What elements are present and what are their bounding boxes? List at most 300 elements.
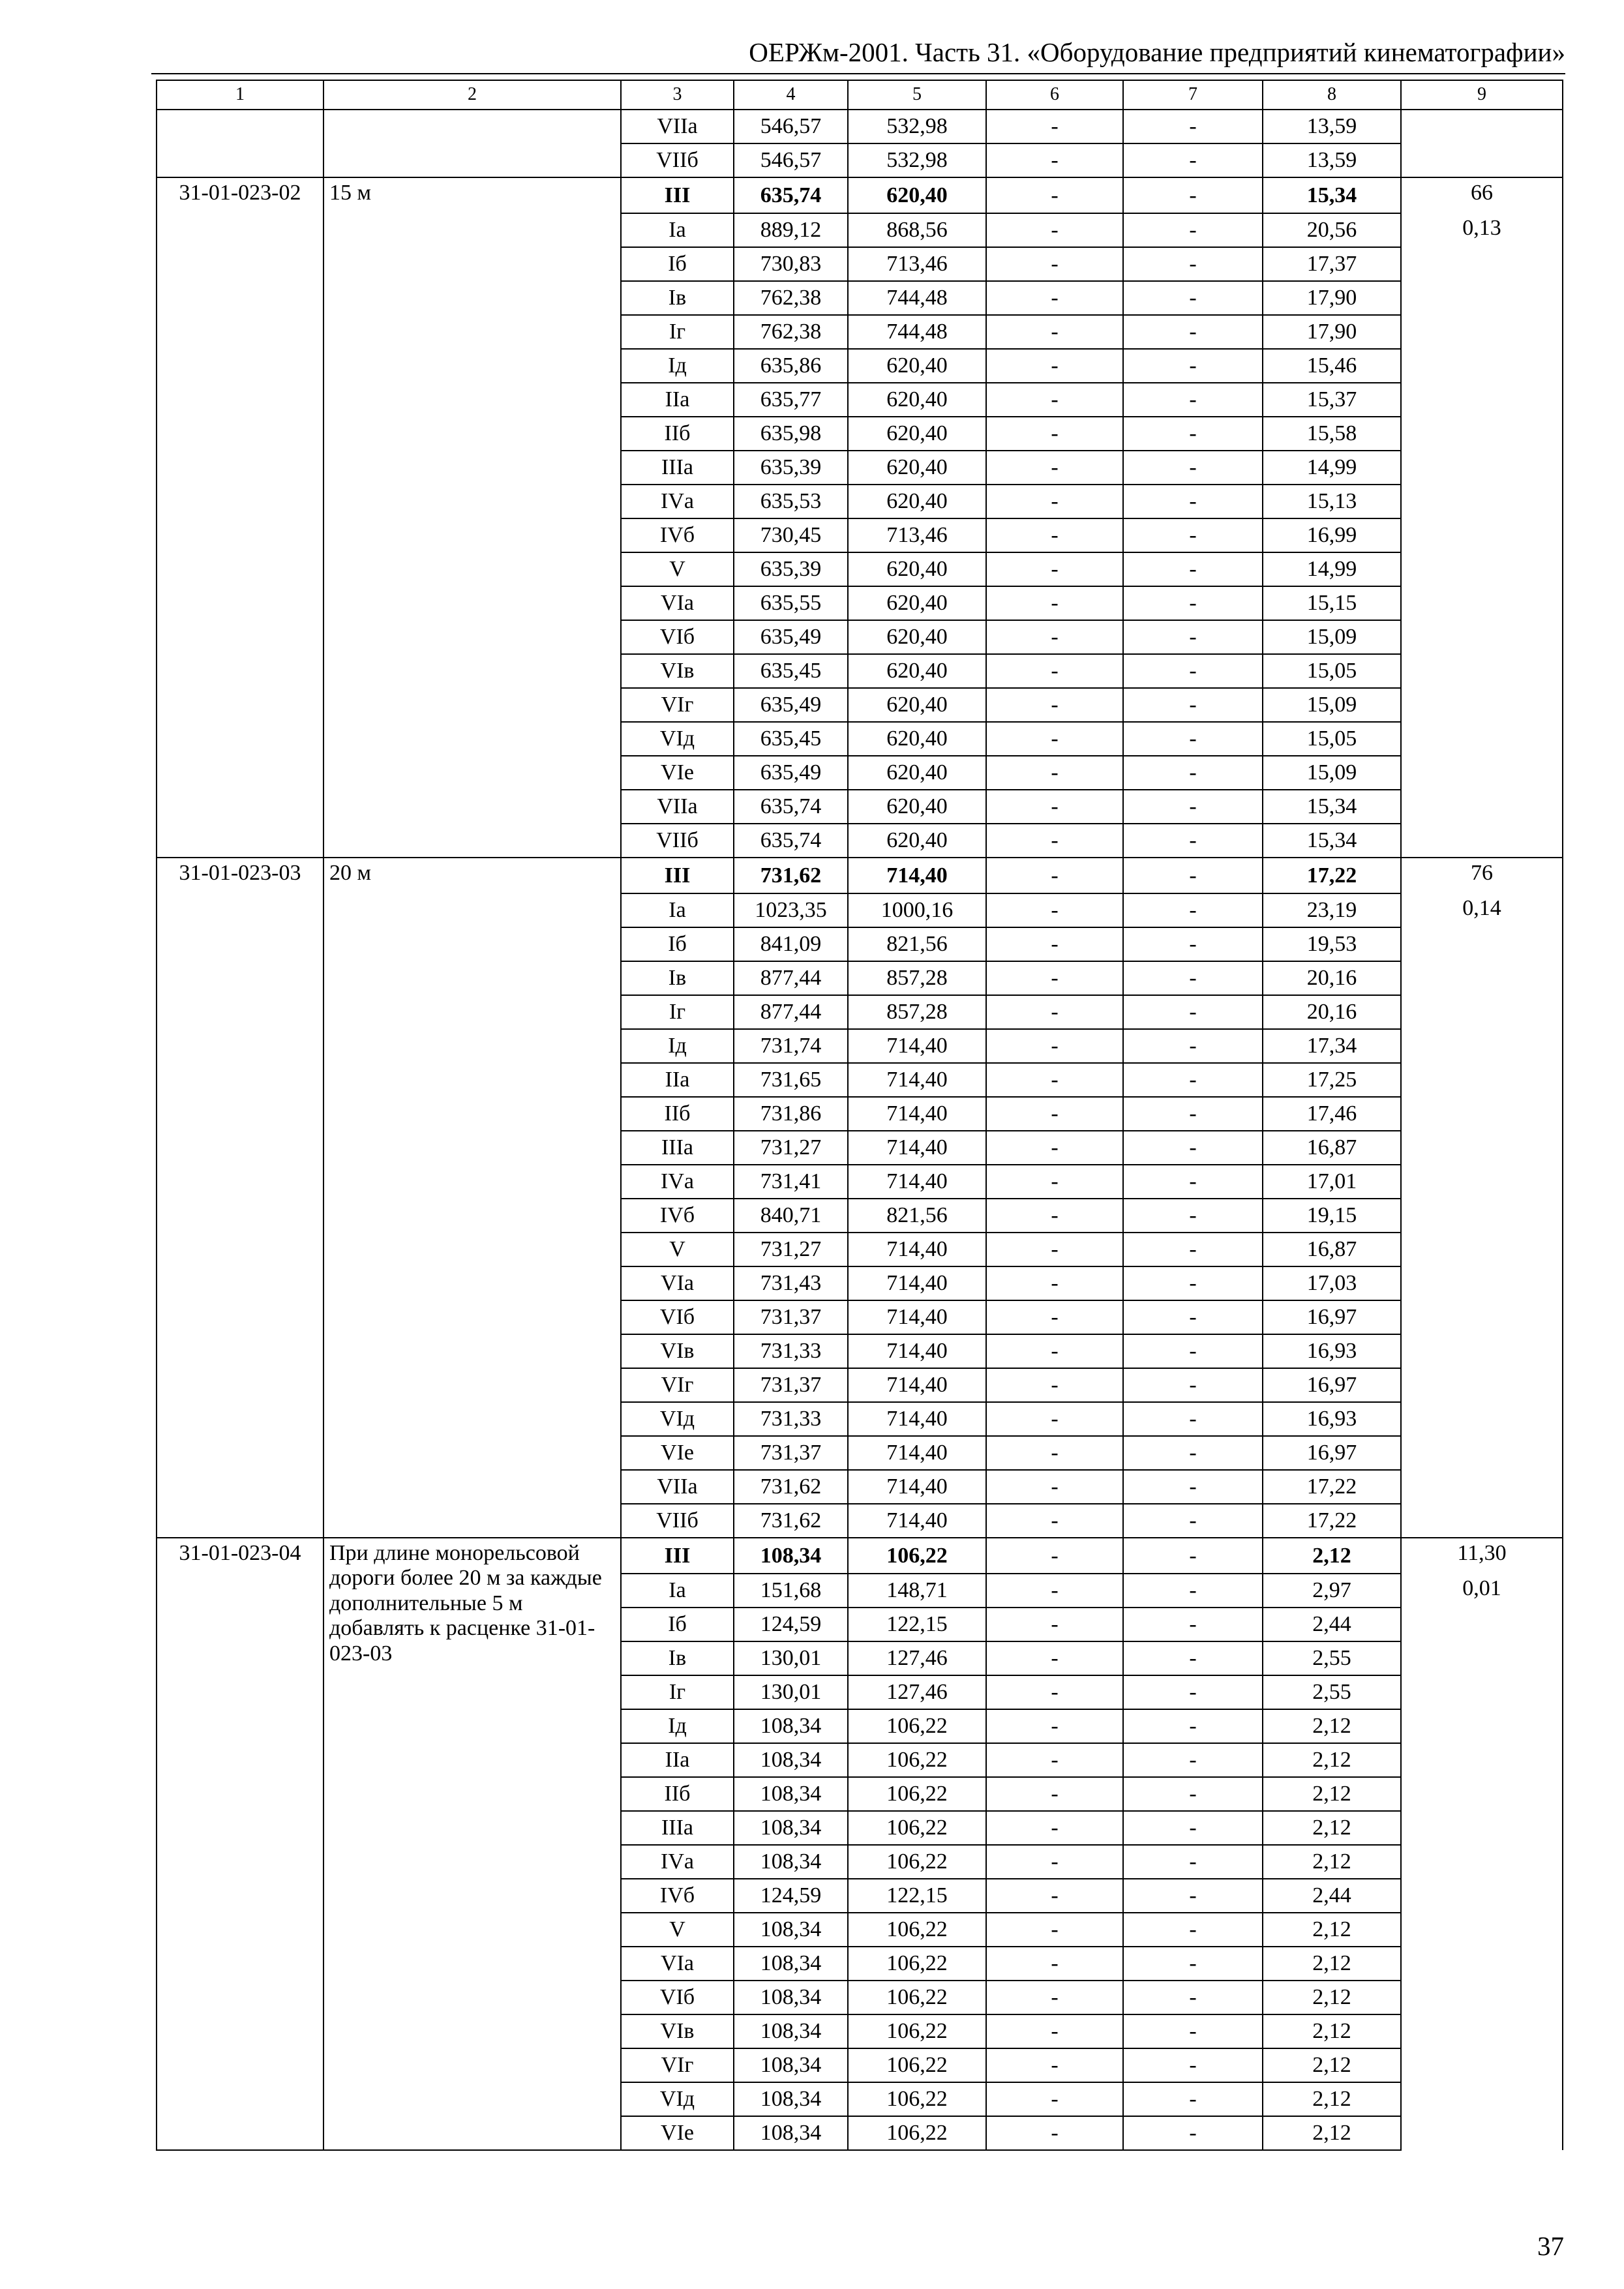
zone-code: IIIа (621, 1811, 734, 1845)
zone-code: III (621, 1538, 734, 1574)
machine-cost: - (986, 1709, 1123, 1743)
operator-wage: - (1123, 213, 1263, 247)
labor-cost: 620,40 (848, 756, 986, 790)
labor-cost: 857,28 (848, 961, 986, 995)
labor-cost: 714,40 (848, 1368, 986, 1402)
materials-cost: 17,37 (1263, 247, 1401, 281)
operator-wage: - (1123, 927, 1263, 961)
zone-code: III (621, 177, 734, 213)
machine-cost: - (986, 1879, 1123, 1913)
materials-cost: 15,37 (1263, 383, 1401, 417)
total-cost: 635,74 (734, 177, 848, 213)
zone-code: Iб (621, 1608, 734, 1641)
machine-cost: - (986, 1131, 1123, 1165)
total-cost: 762,38 (734, 315, 848, 349)
total-cost: 731,62 (734, 1470, 848, 1504)
operator-wage: - (1123, 383, 1263, 417)
operator-wage: - (1123, 1574, 1263, 1608)
operator-wage: - (1123, 756, 1263, 790)
total-cost: 130,01 (734, 1641, 848, 1675)
machine-cost: - (986, 1368, 1123, 1402)
labor-cost: 620,40 (848, 824, 986, 858)
machine-cost: - (986, 2082, 1123, 2116)
materials-cost: 2,12 (1263, 2014, 1401, 2048)
materials-cost: 15,46 (1263, 349, 1401, 383)
total-cost: 635,74 (734, 790, 848, 824)
zone-code: VIб (621, 1300, 734, 1334)
operator-wage: - (1123, 1097, 1263, 1131)
total-cost: 546,57 (734, 143, 848, 177)
labor-hours-operators: 0,13 (1401, 213, 1563, 858)
labor-cost: 106,22 (848, 1845, 986, 1879)
zone-code: IIа (621, 1063, 734, 1097)
materials-cost: 14,99 (1263, 552, 1401, 586)
labor-cost: 857,28 (848, 995, 986, 1029)
total-cost: 108,34 (734, 2014, 848, 2048)
materials-cost: 19,15 (1263, 1199, 1401, 1233)
column-number: 7 (1123, 80, 1263, 110)
labor-cost: 714,40 (848, 858, 986, 893)
zone-code: VIIа (621, 1470, 734, 1504)
rate-name: При длине монорельсовой дороги более 20 м за каждые дополнительные 5 м добавлять к расценке 31-01-023-03 (323, 1538, 621, 2150)
labor-cost: 106,22 (848, 1743, 986, 1777)
rate-code: 31-01-023-04 (157, 1538, 323, 2150)
operator-wage: - (1123, 281, 1263, 315)
machine-cost: - (986, 247, 1123, 281)
operator-wage: - (1123, 1233, 1263, 1266)
machine-cost: - (986, 2048, 1123, 2082)
machine-cost: - (986, 1777, 1123, 1811)
total-cost: 635,86 (734, 349, 848, 383)
total-cost: 762,38 (734, 281, 848, 315)
materials-cost: 2,12 (1263, 1947, 1401, 1981)
labor-cost: 620,40 (848, 790, 986, 824)
materials-cost: 15,15 (1263, 586, 1401, 620)
materials-cost: 2,12 (1263, 1913, 1401, 1947)
operator-wage: - (1123, 552, 1263, 586)
labor-cost: 127,46 (848, 1641, 986, 1675)
materials-cost: 2,12 (1263, 2048, 1401, 2082)
rate-code: 31-01-023-03 (157, 858, 323, 1538)
materials-cost: 2,12 (1263, 1743, 1401, 1777)
machine-cost: - (986, 688, 1123, 722)
zone-code: IVа (621, 1845, 734, 1879)
total-cost: 546,57 (734, 110, 848, 143)
operator-wage: - (1123, 1402, 1263, 1436)
materials-cost: 17,90 (1263, 281, 1401, 315)
total-cost: 130,01 (734, 1675, 848, 1709)
total-cost: 731,43 (734, 1266, 848, 1300)
materials-cost: 2,12 (1263, 1981, 1401, 2014)
operator-wage: - (1123, 858, 1263, 893)
operator-wage: - (1123, 1334, 1263, 1368)
total-cost: 731,37 (734, 1436, 848, 1470)
rates-table-body (157, 80, 1563, 2150)
labor-cost: 714,40 (848, 1097, 986, 1131)
materials-cost: 2,44 (1263, 1879, 1401, 1913)
total-cost: 731,27 (734, 1233, 848, 1266)
operator-wage: - (1123, 1470, 1263, 1504)
machine-cost: - (986, 213, 1123, 247)
zone-code: VIг (621, 1368, 734, 1402)
labor-cost: 532,98 (848, 110, 986, 143)
machine-cost: - (986, 1436, 1123, 1470)
operator-wage: - (1123, 654, 1263, 688)
column-number: 6 (986, 80, 1123, 110)
materials-cost: 16,97 (1263, 1300, 1401, 1334)
materials-cost: 2,12 (1263, 1538, 1401, 1574)
operator-wage: - (1123, 1981, 1263, 2014)
total-cost: 108,34 (734, 1743, 848, 1777)
labor-cost: 714,40 (848, 1300, 986, 1334)
machine-cost: - (986, 1063, 1123, 1097)
machine-cost: - (986, 1743, 1123, 1777)
labor-cost: 821,56 (848, 927, 986, 961)
operator-wage: - (1123, 1777, 1263, 1811)
materials-cost: 16,87 (1263, 1233, 1401, 1266)
page-number: 37 (1537, 2231, 1564, 2261)
labor-cost: 714,40 (848, 1334, 986, 1368)
materials-cost: 2,12 (1263, 2082, 1401, 2116)
total-cost: 635,39 (734, 451, 848, 485)
materials-cost: 17,01 (1263, 1165, 1401, 1199)
total-cost: 635,74 (734, 824, 848, 858)
page-header-title: ОЕРЖм-2001. Часть 31. «Оборудование предприятий кинематографии» (749, 37, 1565, 67)
labor-cost: 620,40 (848, 654, 986, 688)
labor-cost: 106,22 (848, 1777, 986, 1811)
labor-cost: 532,98 (848, 143, 986, 177)
operator-wage: - (1123, 1063, 1263, 1097)
total-cost: 635,55 (734, 586, 848, 620)
machine-cost: - (986, 1334, 1123, 1368)
total-cost: 108,34 (734, 1709, 848, 1743)
zone-code: Iб (621, 247, 734, 281)
labor-cost: 106,22 (848, 2014, 986, 2048)
column-number: 4 (734, 80, 848, 110)
materials-cost: 15,58 (1263, 417, 1401, 451)
operator-wage: - (1123, 1131, 1263, 1165)
labor-cost: 744,48 (848, 315, 986, 349)
rates-table (156, 80, 1563, 2151)
materials-cost: 20,56 (1263, 213, 1401, 247)
labor-hours-workers: 11,30 (1401, 1538, 1563, 1574)
labor-cost: 714,40 (848, 1233, 986, 1266)
materials-cost: 20,16 (1263, 995, 1401, 1029)
column-number: 1 (157, 80, 323, 110)
total-cost: 635,49 (734, 688, 848, 722)
labor-cost: 106,22 (848, 2116, 986, 2150)
labor-cost: 714,40 (848, 1470, 986, 1504)
zone-code: VIе (621, 756, 734, 790)
zone-code: VIг (621, 2048, 734, 2082)
materials-cost: 16,93 (1263, 1402, 1401, 1436)
zone-code: IIIа (621, 451, 734, 485)
machine-cost: - (986, 1233, 1123, 1266)
materials-cost: 17,25 (1263, 1063, 1401, 1097)
zone-code: Iг (621, 1675, 734, 1709)
zone-code: VIд (621, 2082, 734, 2116)
machine-cost: - (986, 110, 1123, 143)
labor-cost: 714,40 (848, 1063, 986, 1097)
operator-wage: - (1123, 722, 1263, 756)
materials-cost: 15,05 (1263, 654, 1401, 688)
machine-cost: - (986, 1470, 1123, 1504)
total-cost: 108,34 (734, 1981, 848, 2014)
labor-cost: 620,40 (848, 177, 986, 213)
materials-cost: 16,87 (1263, 1131, 1401, 1165)
machine-cost: - (986, 1947, 1123, 1981)
labor-cost: 620,40 (848, 722, 986, 756)
machine-cost: - (986, 1845, 1123, 1879)
total-cost: 635,39 (734, 552, 848, 586)
machine-cost: - (986, 1504, 1123, 1538)
materials-cost: 2,97 (1263, 1574, 1401, 1608)
operator-wage: - (1123, 417, 1263, 451)
zone-code: Iд (621, 1709, 734, 1743)
total-cost: 124,59 (734, 1879, 848, 1913)
total-cost: 731,74 (734, 1029, 848, 1063)
zone-code: VIг (621, 688, 734, 722)
total-cost: 731,33 (734, 1334, 848, 1368)
labor-cost: 821,56 (848, 1199, 986, 1233)
zone-code: IIа (621, 1743, 734, 1777)
zone-code: Iг (621, 315, 734, 349)
machine-cost: - (986, 995, 1123, 1029)
zone-code: Iв (621, 961, 734, 995)
zone-code: V (621, 552, 734, 586)
zone-code: VIIб (621, 1504, 734, 1538)
zone-code: IIб (621, 1097, 734, 1131)
machine-cost: - (986, 143, 1123, 177)
zone-code: Iг (621, 995, 734, 1029)
operator-wage: - (1123, 790, 1263, 824)
operator-wage: - (1123, 1368, 1263, 1402)
machine-cost: - (986, 1538, 1123, 1574)
materials-cost: 2,12 (1263, 1777, 1401, 1811)
operator-wage: - (1123, 1709, 1263, 1743)
materials-cost: 13,59 (1263, 143, 1401, 177)
labor-cost: 106,22 (848, 1709, 986, 1743)
materials-cost: 17,90 (1263, 315, 1401, 349)
materials-cost: 20,16 (1263, 961, 1401, 995)
materials-cost: 14,99 (1263, 451, 1401, 485)
zone-code: Iа (621, 893, 734, 927)
table-row (157, 1538, 1563, 1574)
labor-cost: 714,40 (848, 1266, 986, 1300)
labor-hours-workers: 66 (1401, 177, 1563, 213)
materials-cost: 17,46 (1263, 1097, 1401, 1131)
total-cost: 108,34 (734, 2082, 848, 2116)
operator-wage: - (1123, 1266, 1263, 1300)
column-number-row (157, 80, 1563, 110)
zone-code: VIа (621, 1947, 734, 1981)
materials-cost: 15,34 (1263, 177, 1401, 213)
total-cost: 108,34 (734, 2048, 848, 2082)
zone-code: VIд (621, 722, 734, 756)
labor-cost: 620,40 (848, 620, 986, 654)
machine-cost: - (986, 620, 1123, 654)
operator-wage: - (1123, 110, 1263, 143)
total-cost: 731,27 (734, 1131, 848, 1165)
labor-cost: 148,71 (848, 1574, 986, 1608)
operator-wage: - (1123, 1504, 1263, 1538)
machine-cost: - (986, 1165, 1123, 1199)
zone-code: Iа (621, 213, 734, 247)
labor-cost: 868,56 (848, 213, 986, 247)
zone-code: VIIб (621, 143, 734, 177)
materials-cost: 15,34 (1263, 824, 1401, 858)
machine-cost: - (986, 1300, 1123, 1334)
labor-cost: 106,22 (848, 1538, 986, 1574)
total-cost: 635,98 (734, 417, 848, 451)
total-cost: 841,09 (734, 927, 848, 961)
total-cost: 877,44 (734, 995, 848, 1029)
labor-hours-workers: 76 (1401, 858, 1563, 893)
labor-cost: 713,46 (848, 247, 986, 281)
total-cost: 108,34 (734, 1777, 848, 1811)
zone-code: VIв (621, 1334, 734, 1368)
labor-cost: 714,40 (848, 1402, 986, 1436)
table-row (157, 177, 1563, 213)
machine-cost: - (986, 1913, 1123, 1947)
labor-cost: 620,40 (848, 349, 986, 383)
labor-cost: 620,40 (848, 451, 986, 485)
materials-cost: 2,12 (1263, 1845, 1401, 1879)
materials-cost: 13,59 (1263, 110, 1401, 143)
machine-cost: - (986, 1097, 1123, 1131)
materials-cost: 16,97 (1263, 1368, 1401, 1402)
operator-wage: - (1123, 824, 1263, 858)
operator-wage: - (1123, 1811, 1263, 1845)
column-number: 5 (848, 80, 986, 110)
machine-cost: - (986, 722, 1123, 756)
operator-wage: - (1123, 1165, 1263, 1199)
labor-cost: 620,40 (848, 383, 986, 417)
zone-code: V (621, 1913, 734, 1947)
zone-code: VIб (621, 1981, 734, 2014)
materials-cost: 16,93 (1263, 1334, 1401, 1368)
operator-wage: - (1123, 688, 1263, 722)
labor-cost: 122,15 (848, 1608, 986, 1641)
machine-cost: - (986, 824, 1123, 858)
total-cost: 124,59 (734, 1608, 848, 1641)
machine-cost: - (986, 417, 1123, 451)
operator-wage: - (1123, 1947, 1263, 1981)
total-cost: 108,34 (734, 1811, 848, 1845)
materials-cost: 15,09 (1263, 688, 1401, 722)
operator-wage: - (1123, 315, 1263, 349)
total-cost: 730,45 (734, 518, 848, 552)
zone-code: VIв (621, 654, 734, 688)
materials-cost: 15,09 (1263, 756, 1401, 790)
materials-cost: 2,12 (1263, 1811, 1401, 1845)
total-cost: 108,34 (734, 1845, 848, 1879)
zone-code: V (621, 1233, 734, 1266)
labor-cost: 714,40 (848, 1436, 986, 1470)
materials-cost: 17,22 (1263, 1470, 1401, 1504)
total-cost: 635,49 (734, 620, 848, 654)
labor-cost: 127,46 (848, 1675, 986, 1709)
rate-name (323, 110, 621, 177)
total-cost: 635,45 (734, 654, 848, 688)
zone-code: Iб (621, 927, 734, 961)
machine-cost: - (986, 1981, 1123, 2014)
operator-wage: - (1123, 2014, 1263, 2048)
labor-cost: 714,40 (848, 1029, 986, 1063)
zone-code: VIб (621, 620, 734, 654)
total-cost: 635,45 (734, 722, 848, 756)
labor-cost: 106,22 (848, 1981, 986, 2014)
total-cost: 108,34 (734, 2116, 848, 2150)
zone-code: IIIа (621, 1131, 734, 1165)
zone-code: Iа (621, 1574, 734, 1608)
labor-cost: 744,48 (848, 281, 986, 315)
total-cost: 731,86 (734, 1097, 848, 1131)
zone-code: VIIб (621, 824, 734, 858)
operator-wage: - (1123, 485, 1263, 518)
materials-cost: 17,22 (1263, 1504, 1401, 1538)
column-number: 9 (1401, 80, 1563, 110)
rate-name: 15 м (323, 177, 621, 858)
labor-cost: 620,40 (848, 688, 986, 722)
operator-wage: - (1123, 451, 1263, 485)
header-rule (151, 73, 1565, 74)
zone-code: VIе (621, 1436, 734, 1470)
materials-cost: 2,55 (1263, 1675, 1401, 1709)
zone-code: Iд (621, 1029, 734, 1063)
total-cost: 731,62 (734, 858, 848, 893)
operator-wage: - (1123, 349, 1263, 383)
materials-cost: 15,13 (1263, 485, 1401, 518)
operator-wage: - (1123, 1743, 1263, 1777)
operator-wage: - (1123, 143, 1263, 177)
operator-wage: - (1123, 1675, 1263, 1709)
operator-wage: - (1123, 1879, 1263, 1913)
zone-code: IVб (621, 1879, 734, 1913)
total-cost: 731,62 (734, 1504, 848, 1538)
machine-cost: - (986, 654, 1123, 688)
machine-cost: - (986, 1029, 1123, 1063)
zone-code: VIIа (621, 110, 734, 143)
zone-code: VIIа (621, 790, 734, 824)
machine-cost: - (986, 927, 1123, 961)
operator-wage: - (1123, 893, 1263, 927)
machine-cost: - (986, 1608, 1123, 1641)
machine-cost: - (986, 790, 1123, 824)
materials-cost: 2,12 (1263, 2116, 1401, 2150)
rate-code (157, 110, 323, 177)
machine-cost: - (986, 451, 1123, 485)
zone-code: IVа (621, 1165, 734, 1199)
machine-cost: - (986, 1402, 1123, 1436)
total-cost: 635,49 (734, 756, 848, 790)
operator-wage: - (1123, 1029, 1263, 1063)
zone-code: Iв (621, 281, 734, 315)
zone-code: IVа (621, 485, 734, 518)
materials-cost: 2,44 (1263, 1608, 1401, 1641)
zone-code: Iв (621, 1641, 734, 1675)
column-number: 3 (621, 80, 734, 110)
table-row (157, 110, 1563, 143)
labor-cost: 106,22 (848, 1947, 986, 1981)
total-cost: 877,44 (734, 961, 848, 995)
operator-wage: - (1123, 2082, 1263, 2116)
machine-cost: - (986, 383, 1123, 417)
operator-wage: - (1123, 518, 1263, 552)
zone-code: VIа (621, 586, 734, 620)
operator-wage: - (1123, 1300, 1263, 1334)
materials-cost: 16,97 (1263, 1436, 1401, 1470)
